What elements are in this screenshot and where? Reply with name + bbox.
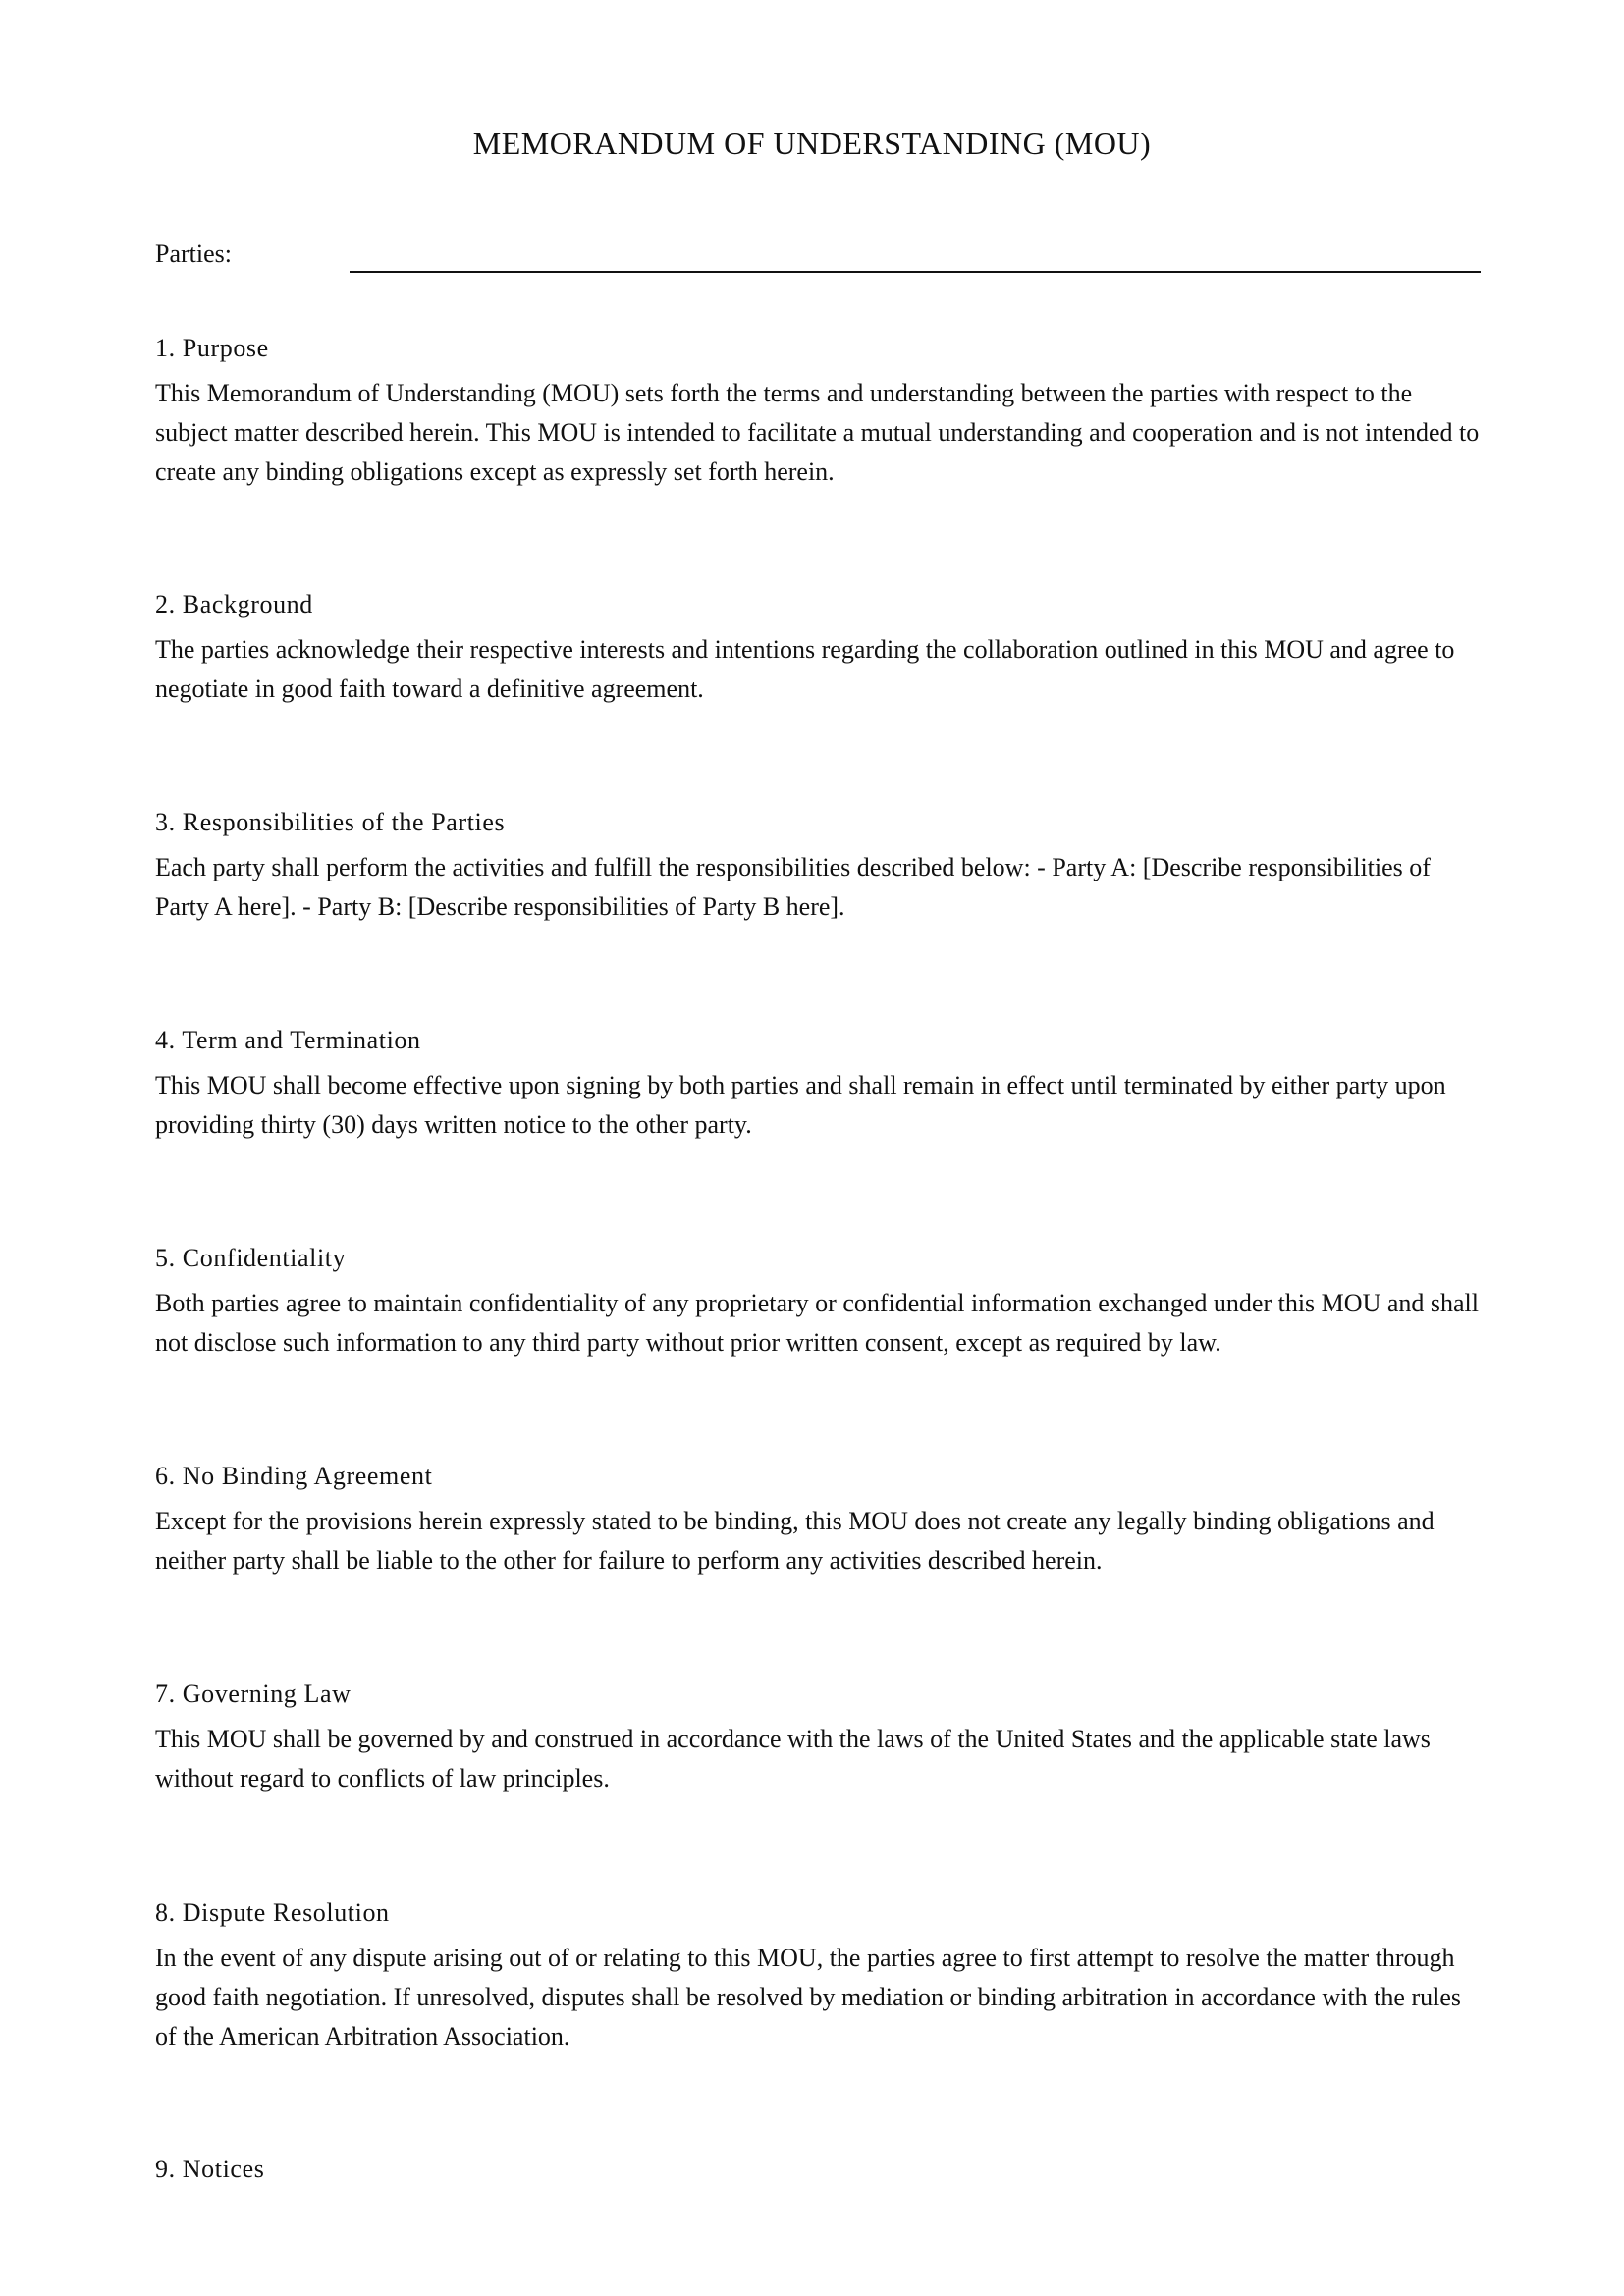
section-heading: 1. Purpose xyxy=(155,334,269,362)
section-governing-law xyxy=(155,1680,1481,1798)
section-notices xyxy=(155,2155,1481,2195)
section-body: In the event of any dispute arising out of or relating to this MOU, the parties agree to first attempt to resolve the matter through good faith negotiation. If unresolved, disputes shall be resolved by mediation or binding arbitration in accordance with the rules of the American Arbitration Association. xyxy=(155,1944,1461,2051)
section-body: The parties acknowledge their respective interests and intentions regarding the collaboration outlined in this MOU and agree to negotiate in good faith toward a definitive agreement. xyxy=(155,635,1455,703)
section-dispute-resolution xyxy=(155,1898,1481,2056)
section-confidentiality xyxy=(155,1244,1481,1362)
section-body: Each party shall perform the activities and fulfill the responsibilities described below: - Party A: [Describe responsibilities of Party A here]. - Party B: [Describe responsibilities of Party B here]. xyxy=(155,853,1431,921)
parties-field xyxy=(155,240,1481,279)
section-heading: 4. Term and Termination xyxy=(155,1026,421,1054)
section-body: Except for the provisions herein expressly stated to be binding, this MOU does not create any legally binding obligations and neither party shall be liable to the other for failure to perform any activities described herein. xyxy=(155,1507,1435,1575)
section-heading: 8. Dispute Resolution xyxy=(155,1898,390,1927)
section-body: This MOU shall become effective upon signing by both parties and shall remain in effect until terminated by either party upon providing thirty (30) days written notice to the other party. xyxy=(155,1071,1446,1139)
section-body: Both parties agree to maintain confidentiality of any proprietary or confidential information exchanged under this MOU and shall not disclose such information to any third party without prior written consent, except as required by law. xyxy=(155,1289,1479,1357)
parties-label: Parties: xyxy=(155,240,232,268)
section-no-binding-agreement xyxy=(155,1462,1481,1580)
section-background xyxy=(155,590,1481,709)
section-heading: 2. Background xyxy=(155,590,313,618)
section-heading: 9. Notices xyxy=(155,2155,265,2183)
section-heading: 6. No Binding Agreement xyxy=(155,1462,433,1490)
document-title: MEMORANDUM OF UNDERSTANDING (MOU) xyxy=(472,126,1152,161)
section-heading: 7. Governing Law xyxy=(155,1680,352,1708)
parties-signature-line[interactable] xyxy=(350,271,1481,273)
section-heading: 5. Confidentiality xyxy=(155,1244,347,1272)
section-body: This MOU shall be governed by and construed in accordance with the laws of the United States and the applicable state laws without regard to conflicts of law principles. xyxy=(155,1725,1431,1792)
section-term-and-termination xyxy=(155,1026,1481,1145)
section-purpose xyxy=(155,334,1481,492)
section-body: This Memorandum of Understanding (MOU) sets forth the terms and understanding between the parties with respect to the subject matter described herein. This MOU is intended to facilitate a mutual understanding and cooperation and is not intended to create any binding obligations except as expressly set forth herein. xyxy=(155,379,1480,486)
section-responsibilities xyxy=(155,808,1481,927)
section-heading: 3. Responsibilities of the Parties xyxy=(155,808,506,836)
